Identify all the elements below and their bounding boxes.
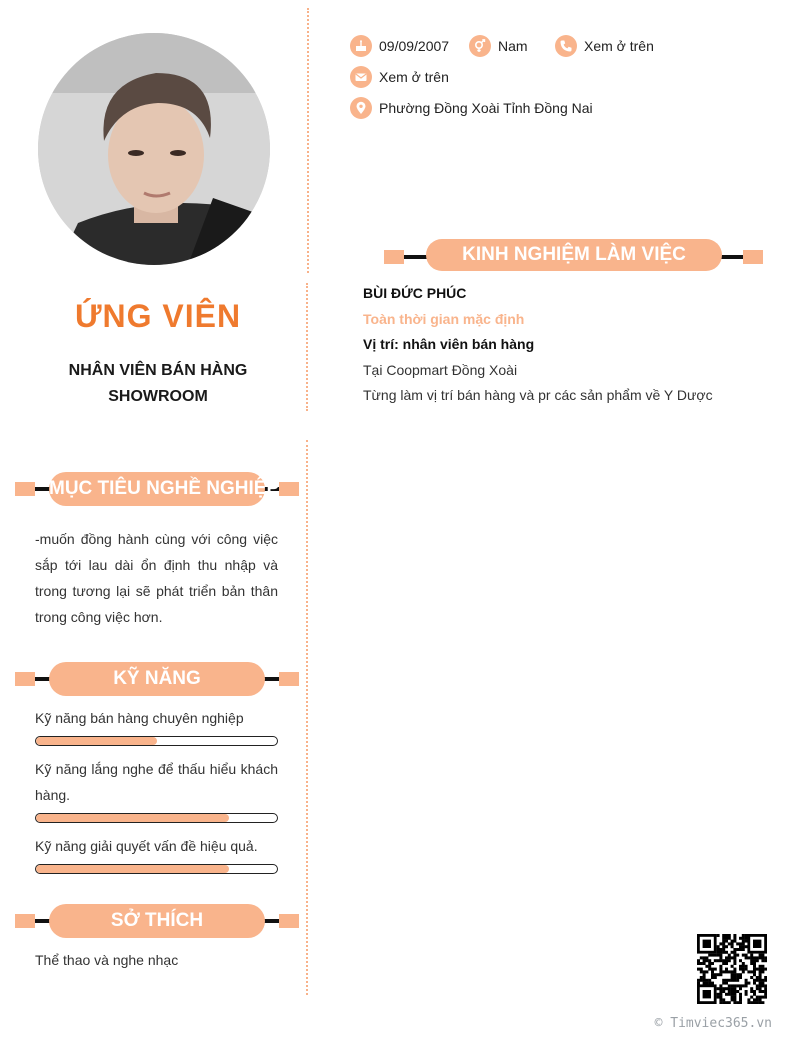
contact-gender — [469, 35, 528, 57]
experience-company: BÙI ĐỨC PHÚC — [363, 285, 467, 301]
section-objective-header — [15, 472, 299, 506]
qr-code-graphic — [697, 934, 767, 1004]
phone-value: Xem ở trên — [584, 38, 654, 54]
skill-progress-fill — [36, 865, 229, 873]
qr-code — [697, 934, 767, 1004]
column-divider-bottom — [306, 440, 308, 995]
gender-value: Nam — [498, 38, 528, 54]
contact-phone — [555, 35, 654, 57]
section-hobbies-header — [15, 904, 299, 938]
skill-label: Kỹ năng giải quyết vấn đề hiệu quả. — [35, 838, 258, 854]
skill-label: Kỹ năng bán hàng chuyên nghiệp — [35, 710, 244, 726]
contact-birthday — [350, 35, 449, 57]
candidate-name: ỨNG VIÊN — [74, 298, 242, 334]
copyright: © Timviec365.vn — [654, 1016, 772, 1031]
column-divider-mid — [306, 283, 308, 411]
gender-icon — [469, 35, 491, 57]
contact-address — [350, 97, 593, 119]
skill-progress-fill — [36, 737, 157, 745]
section-experience-header — [384, 240, 763, 274]
phone-icon — [555, 35, 577, 57]
experience-position: Vị trí: nhân viên bán hàng — [363, 336, 535, 352]
experience-item — [363, 281, 783, 409]
section-skills-title: KỸ NĂNG — [49, 662, 265, 696]
hobbies-text: Thể thao và nghe nhạc — [35, 952, 179, 968]
section-experience-title: KINH NGHIỆM LÀM VIỆC — [426, 239, 722, 271]
objective-text: -muốn đồng hành cùng với công việc sắp tới lau dài ổn định thu nhập và trong tương lại sẽ phát triển bản thân trong công việc hơn. — [35, 531, 278, 625]
skill-label: Kỹ năng lắng nghe để thấu hiểu khách hàng. — [35, 761, 278, 803]
skill-progress-bar — [35, 813, 278, 823]
contact-email — [350, 66, 449, 88]
address-value: Phường Đồng Xoài Tỉnh Đồng Nai — [379, 100, 593, 116]
section-skills-header — [15, 662, 299, 696]
candidate-title: NHÂN VIÊN BÁN HÀNG SHOWROOM — [68, 362, 248, 405]
column-divider-top — [307, 8, 309, 273]
birthday-cake-icon — [350, 35, 372, 57]
section-objective-title: MỤC TIÊU NGHỀ NGHIỆP — [49, 472, 265, 506]
experience-detail: Từng làm vị trí bán hàng và pr các sản phẩm về Y Dược — [363, 387, 713, 403]
avatar-photo — [38, 33, 270, 265]
experience-detail: Tại Coopmart Đồng Xoài — [363, 361, 518, 378]
mail-icon — [350, 66, 372, 88]
email-value: Xem ở trên — [379, 69, 449, 85]
section-hobbies-title: SỞ THÍCH — [49, 904, 265, 938]
skill-progress-bar — [35, 864, 278, 874]
avatar — [38, 33, 270, 265]
skill-progress-bar — [35, 736, 278, 746]
skill-progress-fill — [36, 814, 229, 822]
location-icon — [350, 97, 372, 119]
birthday-value: 09/09/2007 — [379, 38, 450, 54]
experience-time: Toàn thời gian mặc định — [363, 310, 525, 327]
